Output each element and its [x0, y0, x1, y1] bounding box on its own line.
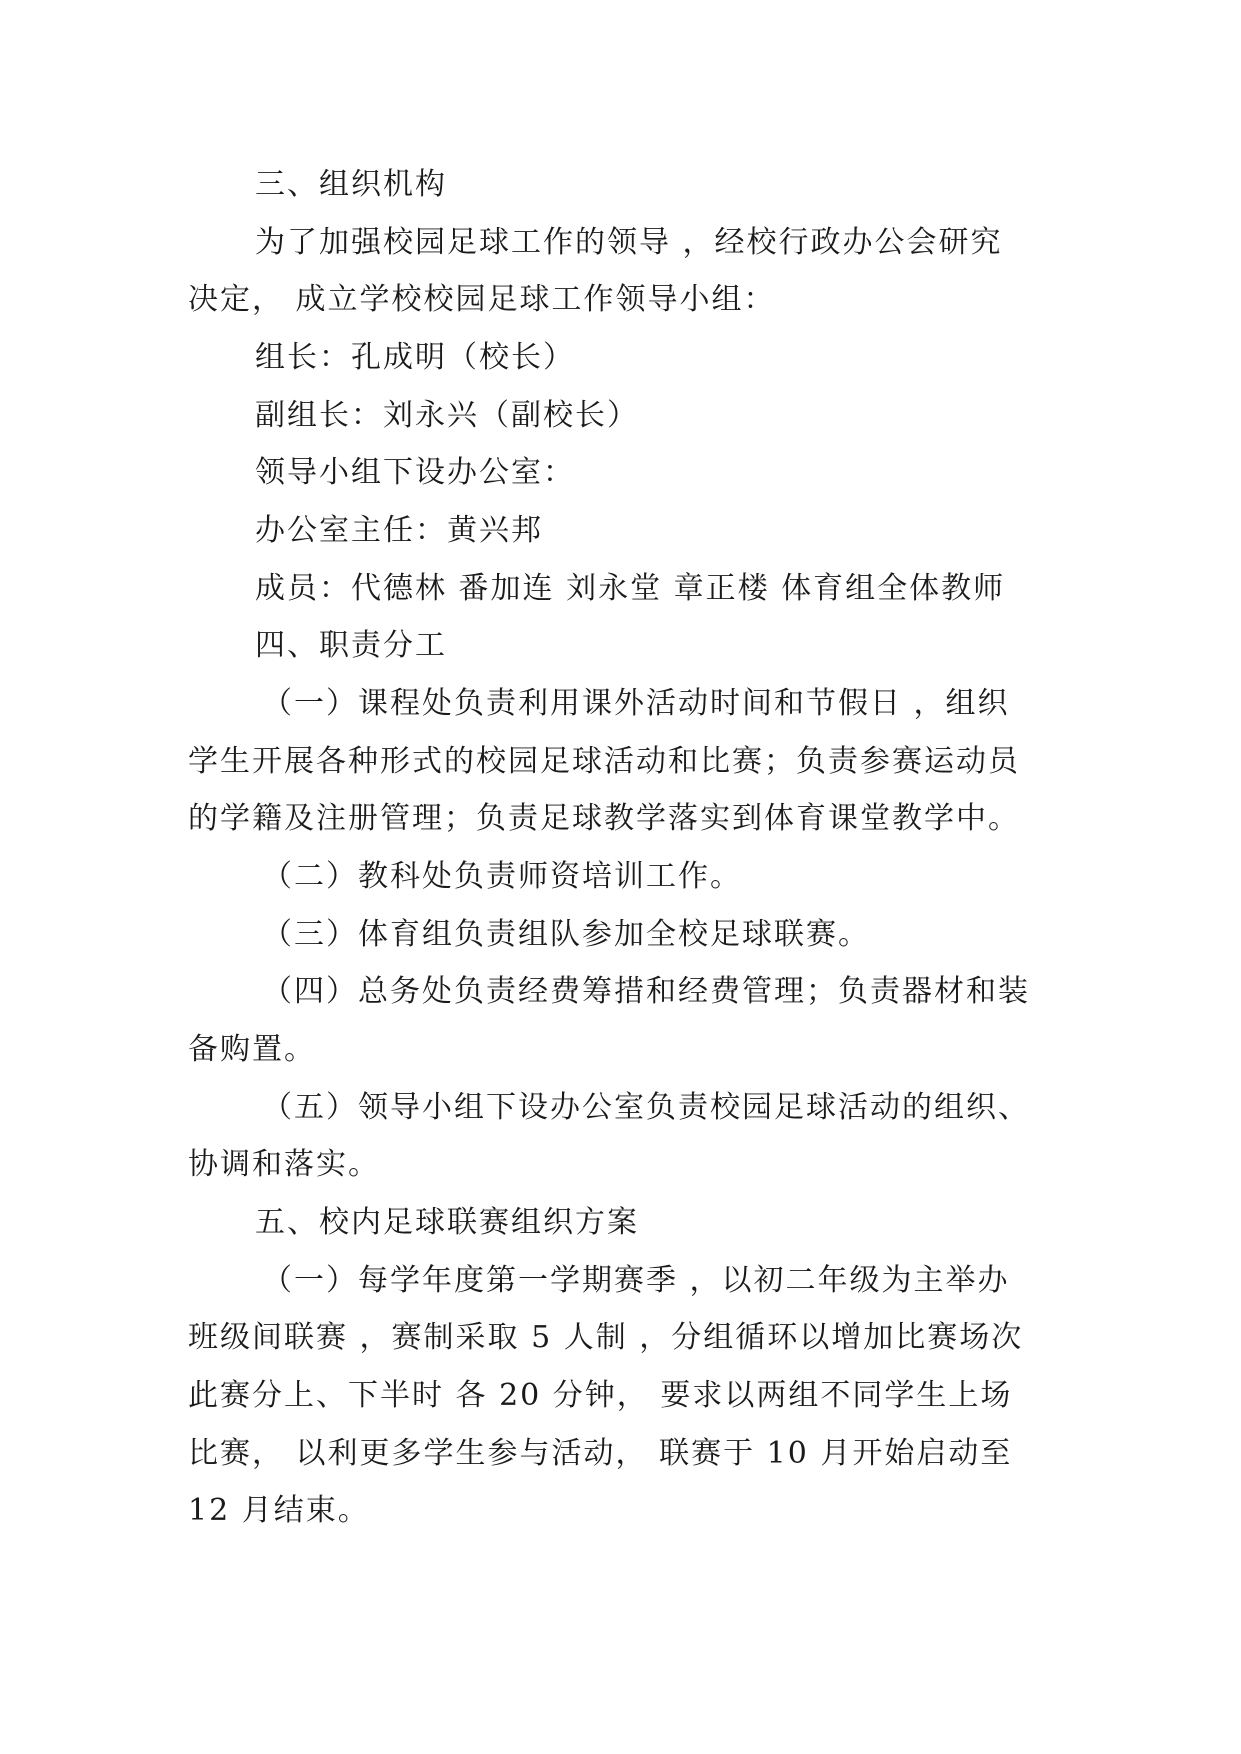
- office-line: 领导小组下设办公室：: [255, 455, 575, 490]
- duty-item-4-line: 备购置。: [188, 1032, 316, 1067]
- group-leader-line: 组长：孔成明（校长）: [255, 340, 575, 375]
- office-director-line: 办公室主任：黄兴邦: [255, 513, 543, 548]
- duty-item-2-line: （二）教科处负责师资培训工作。: [262, 859, 742, 894]
- league-plan-line: 此赛分上、下半时 各 20 分钟， 要求以两组不同学生上场: [188, 1378, 1013, 1413]
- paragraph-line: 决定， 成立学校校园足球工作领导小组：: [188, 282, 776, 317]
- league-plan-line: 比赛， 以利更多学生参与活动， 联赛于 10 月开始启动至: [188, 1436, 1013, 1471]
- league-plan-line: 12 月结束。: [188, 1493, 370, 1528]
- league-plan-line: （一）每学年度第一学期赛季 ，以初二年级为主举办: [262, 1263, 1010, 1298]
- deputy-leader-line: 副组长：刘永兴（副校长）: [255, 398, 639, 433]
- duty-item-5-line: （五）领导小组下设办公室负责校园足球活动的组织、: [262, 1090, 1030, 1125]
- members-line: 成员：代德林 番加连 刘永堂 章正楼 体育组全体教师: [255, 571, 1006, 606]
- section-heading-league-plan: 五、校内足球联赛组织方案: [255, 1205, 639, 1240]
- league-plan-line: 班级间联赛 ，赛制采取 5 人制 ，分组循环以增加比赛场次: [188, 1320, 1024, 1355]
- duty-item-1-line: （一）课程处负责利用课外活动时间和节假日 ，组织: [262, 686, 1010, 721]
- duty-item-3-line: （三）体育组负责组队参加全校足球联赛。: [262, 917, 870, 952]
- section-heading-organization: 三、组织机构: [255, 167, 447, 202]
- duty-item-5-line: 协调和落实。: [188, 1147, 380, 1182]
- duty-item-1-line: 学生开展各种形式的校园足球活动和比赛；负责参赛运动员: [188, 744, 1020, 779]
- paragraph-line: 为了加强校园足球工作的领导 ，经校行政办公会研究: [255, 225, 1003, 260]
- duty-item-1-line: 的学籍及注册管理；负责足球教学落实到体育课堂教学中。: [188, 801, 1020, 836]
- section-heading-duties: 四、职责分工: [255, 628, 447, 663]
- duty-item-4-line: （四）总务处负责经费筹措和经费管理；负责器材和装: [262, 974, 1030, 1009]
